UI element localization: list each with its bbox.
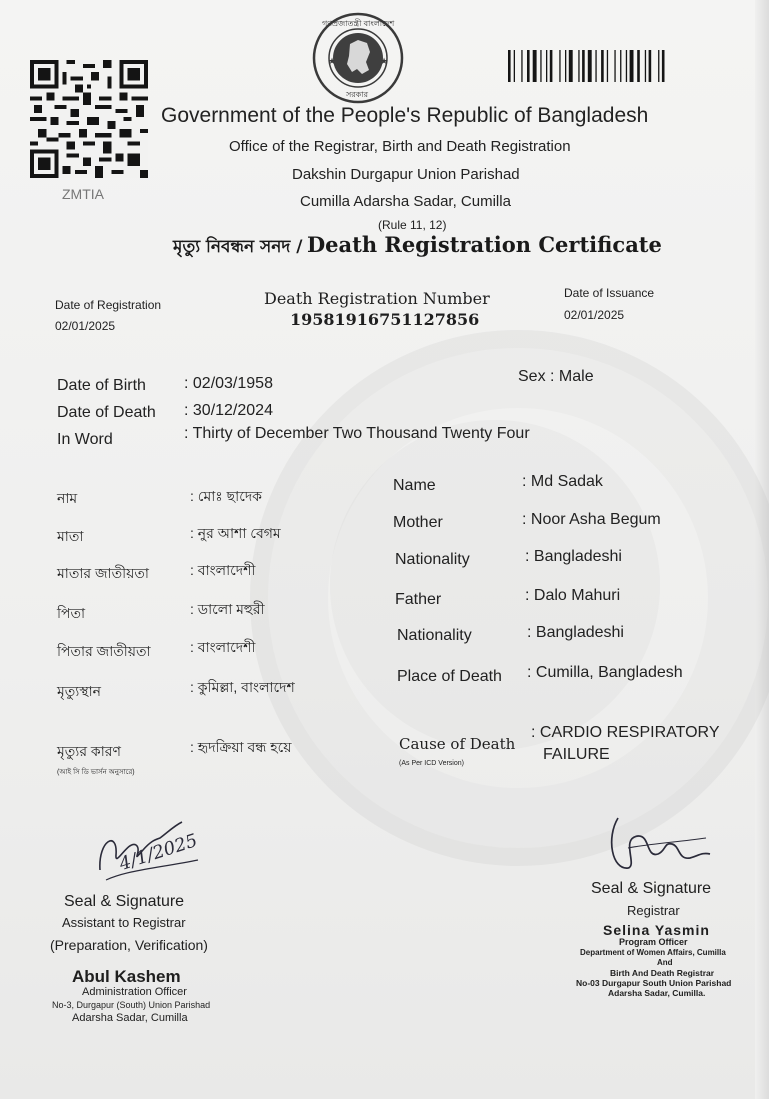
cause-value-line2: FAILURE	[543, 746, 610, 763]
bn-mother-nationality-label: মাতার জাতীয়তা	[57, 565, 149, 581]
bn-father-nationality-label: পিতার জাতীয়তা	[57, 643, 151, 659]
right-title2: Birth And Death Registrar	[610, 968, 715, 978]
en-father-nationality-label: Nationality	[397, 627, 472, 644]
bn-cause-note: (আই সি ডি ভার্সন অনুসারে)	[57, 769, 135, 776]
qr-code[interactable]	[30, 60, 148, 178]
en-father-label: Father	[395, 591, 442, 608]
in-word-label: In Word	[57, 431, 113, 448]
date-of-issuance-label: Date of Issuance	[564, 286, 655, 300]
barcode[interactable]	[508, 50, 708, 82]
en-mother-value: : Noor Asha Begum	[522, 511, 661, 528]
right-seal-label: Seal & Signature	[591, 880, 712, 897]
qr-label: ZMTIA	[62, 186, 104, 202]
cause-value-line1: : CARDIO RESPIRATORY	[531, 724, 720, 741]
left-office: No-3, Durgapur (South) Union Parishad	[52, 1000, 211, 1010]
en-father-nationality-value: : Bangladeshi	[527, 624, 624, 641]
office-heading: Office of the Registrar, Birth and Death Registration	[229, 138, 571, 155]
bn-father-nationality-value: : বাংলাদেশী	[190, 639, 256, 655]
union-heading: Dakshin Durgapur Union Parishad	[292, 166, 520, 183]
left-name: Abul Kashem	[72, 967, 181, 986]
left-role2: (Preparation, Verification)	[50, 937, 208, 953]
bn-cause-value: : হৃদক্রিয়া বন্ধ হয়ে	[190, 739, 292, 755]
date-of-issuance-value: 02/01/2025	[564, 308, 625, 322]
en-place-label: Place of Death	[397, 668, 502, 685]
left-seal-label: Seal & Signature	[64, 893, 185, 910]
dob-value: : 02/03/1958	[184, 375, 273, 392]
certificate-title	[173, 232, 662, 262]
date-of-registration-label: Date of Registration	[55, 298, 162, 312]
dod-value: : 30/12/2024	[184, 402, 273, 419]
registration-number-label: Death Registration Number	[264, 289, 490, 308]
en-mother-nationality-label: Nationality	[395, 551, 470, 568]
bn-name-value: : মোঃ ছাদেক	[190, 488, 262, 504]
cause-note: (As Per ICD Version)	[399, 760, 464, 767]
right-title: Program Officer	[619, 937, 688, 947]
right-dept: Department of Women Affairs, Cumilla	[580, 948, 726, 957]
en-place-value: : Cumilla, Bangladesh	[527, 664, 683, 681]
bn-mother-nationality-value: : বাংলাদেশী	[190, 562, 256, 578]
right-role: Registrar	[627, 903, 680, 918]
bn-mother-value: : নুর আশা বেগম	[190, 525, 281, 541]
right-and: And	[657, 958, 673, 967]
seal-bottom-text: সরকার	[346, 90, 369, 99]
bn-mother-label: মাতা	[57, 528, 84, 544]
right-office: No-03 Durgapur South Union Parishad	[576, 978, 732, 988]
rule-text: (Rule 11, 12)	[378, 218, 447, 232]
sex-value: Sex : Male	[518, 368, 594, 385]
title-english: Death Registration Certificate	[306, 232, 662, 257]
watermark-emblem	[330, 420, 660, 750]
left-title: Administration Officer	[82, 986, 187, 998]
en-mother-nationality-value: : Bangladeshi	[525, 548, 622, 565]
cause-label: Cause of Death	[399, 735, 516, 753]
government-heading: Government of the People's Republic of Bangladesh	[161, 104, 649, 127]
right-signature-mark	[598, 808, 718, 889]
left-signature-date: 4/1/2025	[116, 830, 201, 875]
right-area: Adarsha Sadar, Cumilla.	[608, 988, 706, 998]
date-of-registration-value: 02/01/2025	[55, 319, 116, 333]
right-name: Selina Yasmin	[603, 922, 710, 938]
dod-label: Date of Death	[57, 404, 156, 421]
en-mother-label: Mother	[393, 514, 443, 531]
bn-name-label: নাম	[57, 490, 78, 506]
government-seal	[312, 12, 404, 104]
dob-label: Date of Birth	[57, 377, 146, 394]
left-area: Adarsha Sadar, Cumilla	[72, 1012, 188, 1024]
bn-place-value: : কুমিল্লা, বাংলাদেশ	[190, 679, 295, 695]
svg-text:★: ★	[380, 57, 389, 67]
en-name-label: Name	[393, 477, 436, 494]
area-heading: Cumilla Adarsha Sadar, Cumilla	[300, 193, 511, 210]
seal-top-text: গণপ্রজাতন্ত্রী বাংলাদেশ	[322, 19, 395, 28]
en-name-value: : Md Sadak	[522, 473, 603, 490]
left-role: Assistant to Registrar	[62, 915, 186, 930]
in-word-value: : Thirty of December Two Thousand Twenty Four	[184, 425, 530, 442]
registration-number-value: 19581916751127856	[290, 310, 480, 329]
bn-father-value: : ডালো মহুরী	[190, 601, 265, 617]
svg-text:★: ★	[328, 57, 337, 67]
bn-cause-label: মৃত্যুর কারণ	[57, 743, 121, 759]
bn-place-label: মৃত্যুস্থান	[57, 683, 102, 699]
bn-father-label: পিতা	[57, 605, 86, 621]
en-father-value: : Dalo Mahuri	[525, 587, 621, 604]
title-bangla: মৃত্যু নিবন্ধন সনদ /	[173, 237, 303, 257]
